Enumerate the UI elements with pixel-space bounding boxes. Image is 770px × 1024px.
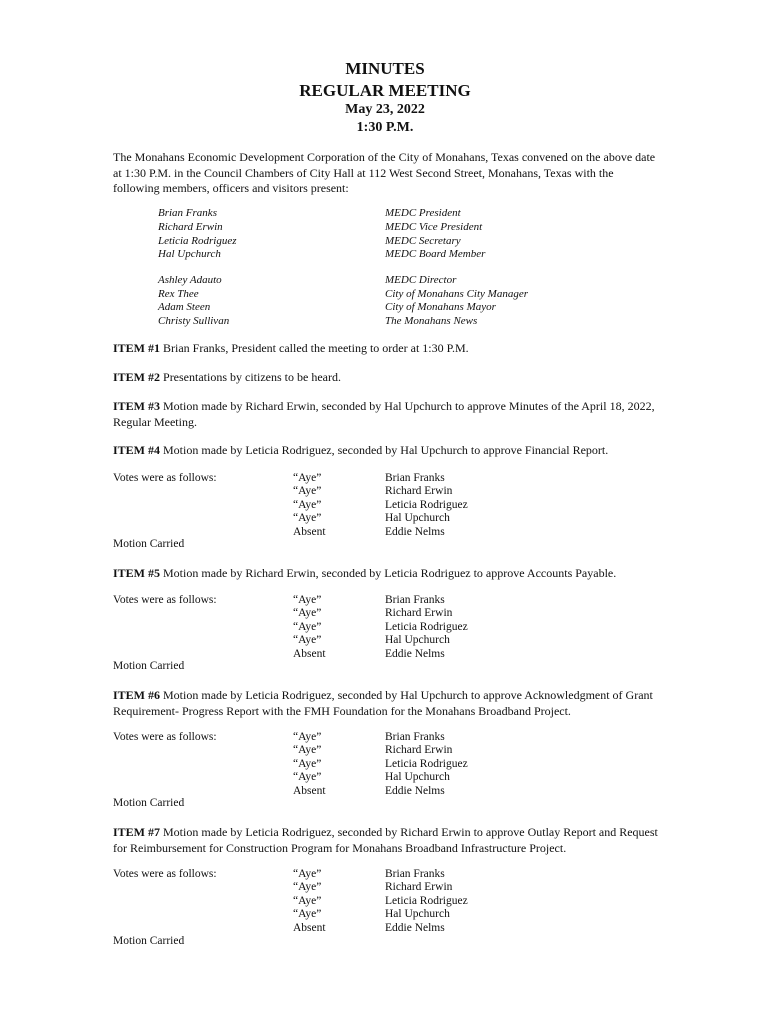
visitor-name: Adam Steen bbox=[158, 301, 211, 313]
item-text: Motion made by Leticia Rodriguez, seconded by Hal Upchurch to approve Financial Report. bbox=[160, 443, 609, 457]
vote-value: “Aye” bbox=[293, 757, 322, 770]
vote-member: Hal Upchurch bbox=[385, 634, 450, 647]
visitors-roster bbox=[0, 274, 770, 328]
vote-member: Brian Franks bbox=[385, 731, 445, 743]
vote-member: Leticia Rodriguez bbox=[385, 498, 468, 511]
roster-row bbox=[0, 315, 770, 329]
item-text: Motion made by Leticia Rodriguez, seconded by Hal Upchurch to approve Acknowledgment of Grant Requirement- Progress Report with the FMH Foundation for the Monahans Broadband Project. bbox=[113, 688, 653, 718]
vote-member: Richard Erwin bbox=[385, 607, 453, 620]
meeting-date: May 23, 2022 bbox=[345, 102, 425, 117]
motion-carried: Motion Carried bbox=[113, 797, 185, 809]
vote-member: Eddie Nelms bbox=[385, 921, 445, 934]
vote-value: “Aye” bbox=[293, 594, 322, 606]
roster-row bbox=[0, 248, 770, 262]
item-label: ITEM #7 bbox=[113, 825, 161, 839]
motion-carried: Motion Carried bbox=[113, 935, 185, 947]
vote-member: Eddie Nelms bbox=[385, 525, 445, 538]
agenda-item-6 bbox=[113, 688, 663, 719]
vote-members bbox=[385, 731, 468, 798]
vote-values bbox=[293, 731, 326, 798]
item-label: ITEM #2 bbox=[113, 370, 161, 384]
item-label: ITEM #3 bbox=[113, 399, 161, 413]
visitor-role: City of Monahans Mayor bbox=[385, 301, 496, 313]
vote-value: “Aye” bbox=[293, 771, 322, 784]
member-role: MEDC Vice President bbox=[385, 221, 483, 233]
vote-value: “Aye” bbox=[293, 744, 322, 757]
agenda-item-1 bbox=[113, 341, 663, 357]
vote-values bbox=[293, 472, 326, 539]
vote-value: Absent bbox=[293, 525, 326, 538]
motion-carried: Motion Carried bbox=[113, 660, 185, 672]
vote-value: “Aye” bbox=[293, 894, 322, 907]
vote-member: Leticia Rodriguez bbox=[385, 757, 468, 770]
vote-values bbox=[293, 594, 326, 661]
agenda-item-3 bbox=[113, 399, 663, 430]
visitor-name: Rex Thee bbox=[158, 287, 199, 300]
document-title: MINUTES bbox=[345, 59, 425, 78]
visitor-name: Ashley Adauto bbox=[158, 274, 222, 286]
vote-value: “Aye” bbox=[293, 472, 322, 484]
vote-value: “Aye” bbox=[293, 607, 322, 620]
votes-label: Votes were as follows: bbox=[113, 594, 217, 606]
item-text: Motion made by Richard Erwin, seconded by Leticia Rodriguez to approve Accounts Payable. bbox=[160, 566, 617, 580]
agenda-item-4 bbox=[113, 443, 663, 459]
agenda-item-2 bbox=[113, 370, 663, 386]
item-label: ITEM #4 bbox=[113, 443, 161, 457]
votes-label: Votes were as follows: bbox=[113, 731, 217, 743]
roster-row bbox=[0, 221, 770, 235]
document-subtitle: REGULAR MEETING bbox=[299, 81, 471, 100]
vote-value: “Aye” bbox=[293, 908, 322, 921]
vote-member: Richard Erwin bbox=[385, 744, 453, 757]
visitor-name: Christy Sullivan bbox=[158, 314, 230, 327]
vote-value: Absent bbox=[293, 921, 326, 934]
roster-row bbox=[0, 301, 770, 315]
item-label: ITEM #5 bbox=[113, 566, 161, 580]
vote-member: Hal Upchurch bbox=[385, 512, 450, 525]
meeting-time: 1:30 P.M. bbox=[356, 120, 414, 135]
item-text: Motion made by Leticia Rodriguez, seconded by Richard Erwin to approve Outlay Report and Request for Reimbursement for Construction Program for Monahans Broadband Infrastructure Project. bbox=[113, 825, 658, 855]
votes-label: Votes were as follows: bbox=[113, 868, 217, 880]
vote-value: “Aye” bbox=[293, 731, 322, 743]
vote-value: “Aye” bbox=[293, 881, 322, 894]
vote-value: Absent bbox=[293, 784, 326, 797]
vote-value: Absent bbox=[293, 647, 326, 660]
vote-member: Eddie Nelms bbox=[385, 647, 445, 660]
member-name: Hal Upchurch bbox=[158, 248, 221, 260]
vote-member: Richard Erwin bbox=[385, 485, 453, 498]
roster-row bbox=[0, 207, 770, 221]
vote-member: Brian Franks bbox=[385, 472, 445, 484]
member-name: Leticia Rodriguez bbox=[158, 234, 237, 247]
visitor-role: The Monahans News bbox=[385, 314, 478, 327]
vote-member: Brian Franks bbox=[385, 594, 445, 606]
vote-members bbox=[385, 594, 468, 661]
votes-label: Votes were as follows: bbox=[113, 472, 217, 484]
motion-carried: Motion Carried bbox=[113, 538, 185, 550]
member-role: MEDC Board Member bbox=[385, 248, 486, 260]
vote-value: “Aye” bbox=[293, 485, 322, 498]
vote-values bbox=[293, 868, 326, 935]
vote-value: “Aye” bbox=[293, 512, 322, 525]
roster-row bbox=[0, 274, 770, 288]
vote-value: “Aye” bbox=[293, 498, 322, 511]
item-text: Brian Franks, President called the meeting to order at 1:30 P.M. bbox=[160, 341, 469, 355]
roster-row bbox=[0, 288, 770, 302]
vote-member: Brian Franks bbox=[385, 868, 445, 880]
members-roster bbox=[0, 207, 770, 262]
vote-member: Richard Erwin bbox=[385, 881, 453, 894]
vote-value: “Aye” bbox=[293, 634, 322, 647]
item-text: Motion made by Richard Erwin, seconded by Hal Upchurch to approve Minutes of the April 18, 2022, Regular Meeting. bbox=[113, 399, 655, 429]
vote-member: Leticia Rodriguez bbox=[385, 620, 468, 633]
item-text: Presentations by citizens to be heard. bbox=[160, 370, 341, 384]
visitor-role: City of Monahans City Manager bbox=[385, 287, 528, 300]
item-label: ITEM #6 bbox=[113, 688, 161, 702]
vote-members bbox=[385, 868, 468, 935]
roster-row bbox=[0, 235, 770, 249]
vote-members bbox=[385, 472, 468, 539]
vote-member: Eddie Nelms bbox=[385, 784, 445, 797]
vote-member: Leticia Rodriguez bbox=[385, 894, 468, 907]
member-role: MEDC President bbox=[385, 207, 461, 219]
visitor-role: MEDC Director bbox=[385, 274, 457, 286]
intro-paragraph: The Monahans Economic Development Corporation of the City of Monahans, Texas convened on the above date at 1:30 P.M. in the Council Chambers of City Hall at 112 West Second Street, Monahans, Texas with the following members, officers and visitors present: bbox=[113, 150, 656, 195]
vote-member: Hal Upchurch bbox=[385, 771, 450, 784]
item-label: ITEM #1 bbox=[113, 341, 161, 355]
agenda-item-5 bbox=[113, 566, 663, 582]
vote-value: “Aye” bbox=[293, 620, 322, 633]
agenda-item-7 bbox=[113, 825, 663, 856]
member-role: MEDC Secretary bbox=[385, 234, 461, 247]
member-name: Brian Franks bbox=[158, 207, 217, 219]
vote-value: “Aye” bbox=[293, 868, 322, 880]
vote-member: Hal Upchurch bbox=[385, 908, 450, 921]
member-name: Richard Erwin bbox=[158, 221, 223, 233]
